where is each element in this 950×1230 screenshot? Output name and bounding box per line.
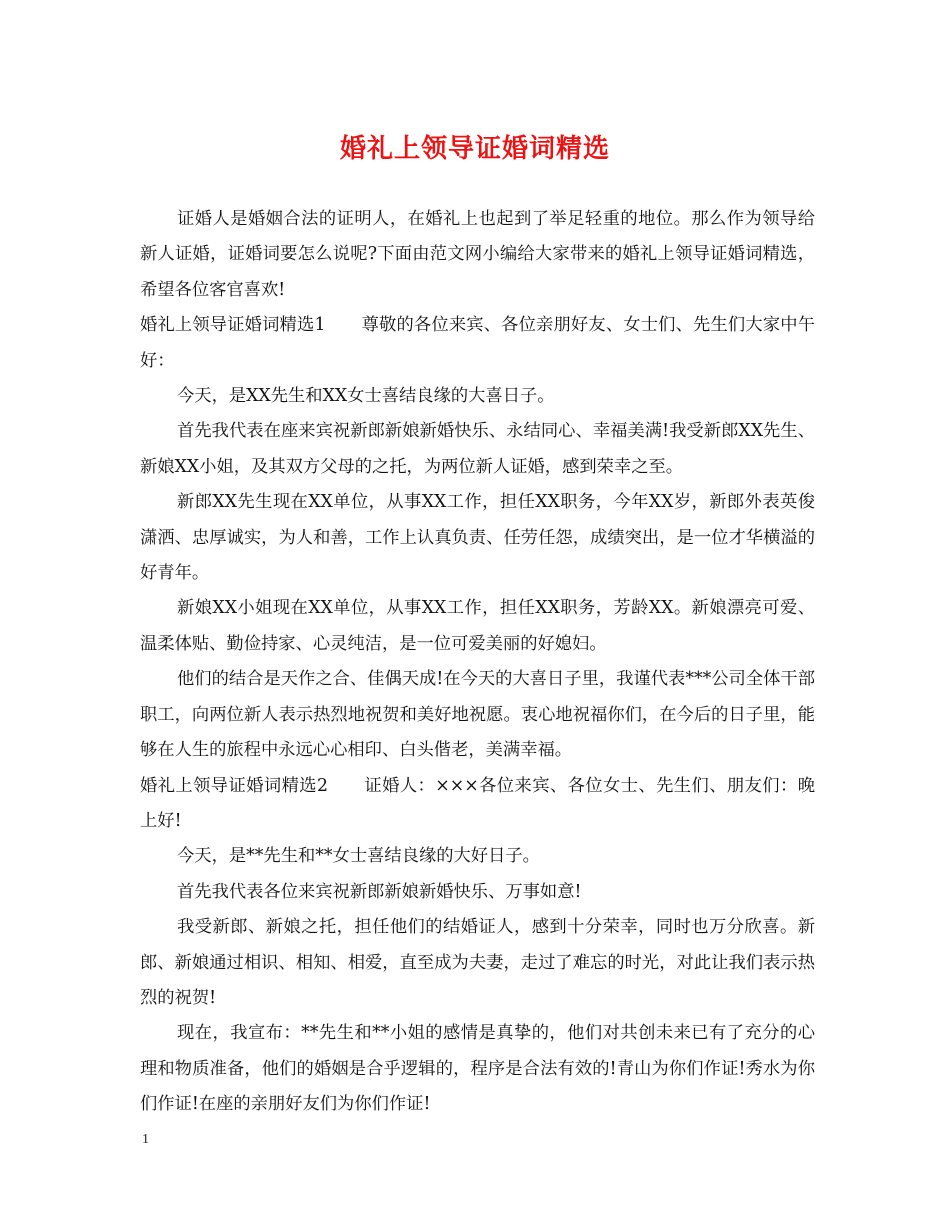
section-1-paragraph: 新娘XX小姐现在XX单位，从事XX工作，担任XX职务，芳龄XX。新娘漂亮可爱、温柔体贴、勤俭持家、心灵纯洁，是一位可爱美丽的好媳妇。 bbox=[140, 598, 815, 654]
section-1-paragraph: 新郎XX先生现在XX单位，从事XX工作，担任XX职务，今年XX岁，新郎外表英俊潇洒、忠厚诚实，为人和善，工作上认真负责、任劳任怨，成绩突出，是一位才华横溢的好青年。 bbox=[140, 492, 815, 584]
intro-paragraph: 证婚人是婚姻合法的证明人，在婚礼上也起到了举足轻重的地位。那么作为领导给新人证婚，证婚词要怎么说呢?下面由范文网小编给大家带来的婚礼上领导证婚词精选，希望各位客官喜欢! bbox=[140, 209, 815, 300]
document-title: 婚礼上领导证婚词精选 bbox=[339, 134, 610, 164]
section-2-paragraph: 现在，我宣布：**先生和**小姐的感情是真挚的，他们对共创未来已有了充分的心理和物质准备，他们的婚姻是合乎逻辑的，程序是合法有效的!青山为你们作证!秀水为你们作证!在座的亲朋好友们为你们作证! bbox=[140, 1023, 815, 1115]
section-1-opening bbox=[140, 308, 815, 379]
document-body bbox=[140, 202, 815, 1123]
page-number: 1 bbox=[142, 1132, 149, 1147]
section-1-paragraph: 他们的结合是天作之合、佳偶天成!在今天的大喜日子里，我谨代表***公司全体干部职工，向两位新人表示热烈地祝贺和美好地祝愿。衷心地祝福你们，在今后的日子里，能够在人生的旅程中永远心心相印、白头偕老，美满幸福。 bbox=[140, 669, 815, 761]
section-1-paragraph: 首先我代表在座来宾祝新郎新娘新婚快乐、永结同心、幸福美满!我受新郎XX先生、新娘XX小姐，及其双方父母的之托，为两位新人证婚，感到荣幸之至。 bbox=[140, 421, 815, 477]
section-2-paragraph: 今天，是**先生和**女士喜结良缘的大好日子。 bbox=[177, 846, 540, 867]
section-1-paragraph: 今天，是XX先生和XX女士喜结良缘的大喜日子。 bbox=[177, 386, 555, 407]
section-1-heading: 婚礼上领导证婚词精选1 bbox=[140, 315, 326, 336]
section-2-opening bbox=[140, 769, 815, 840]
section-2-paragraph: 我受新郎、新娘之托，担任他们的结婚证人，感到十分荣幸，同时也万分欣喜。新郎、新娘通过相识、相知、相爱，直至成为夫妻，走过了难忘的时光，对此让我们表示热烈的祝贺! bbox=[140, 917, 815, 1008]
section-2-heading: 婚礼上领导证婚词精选2 bbox=[140, 775, 329, 796]
section-1-greeting: 尊敬的各位来宾、各位亲朋好友、女士们、先生们大家中午好： bbox=[140, 315, 815, 371]
section-2-greeting: 证婚人：×××各位来宾、各位女士、先生们、朋友们：晚上好! bbox=[140, 775, 815, 831]
section-2-paragraph: 首先我代表各位来宾祝新郎新娘新婚快乐、万事如意! bbox=[177, 881, 582, 902]
